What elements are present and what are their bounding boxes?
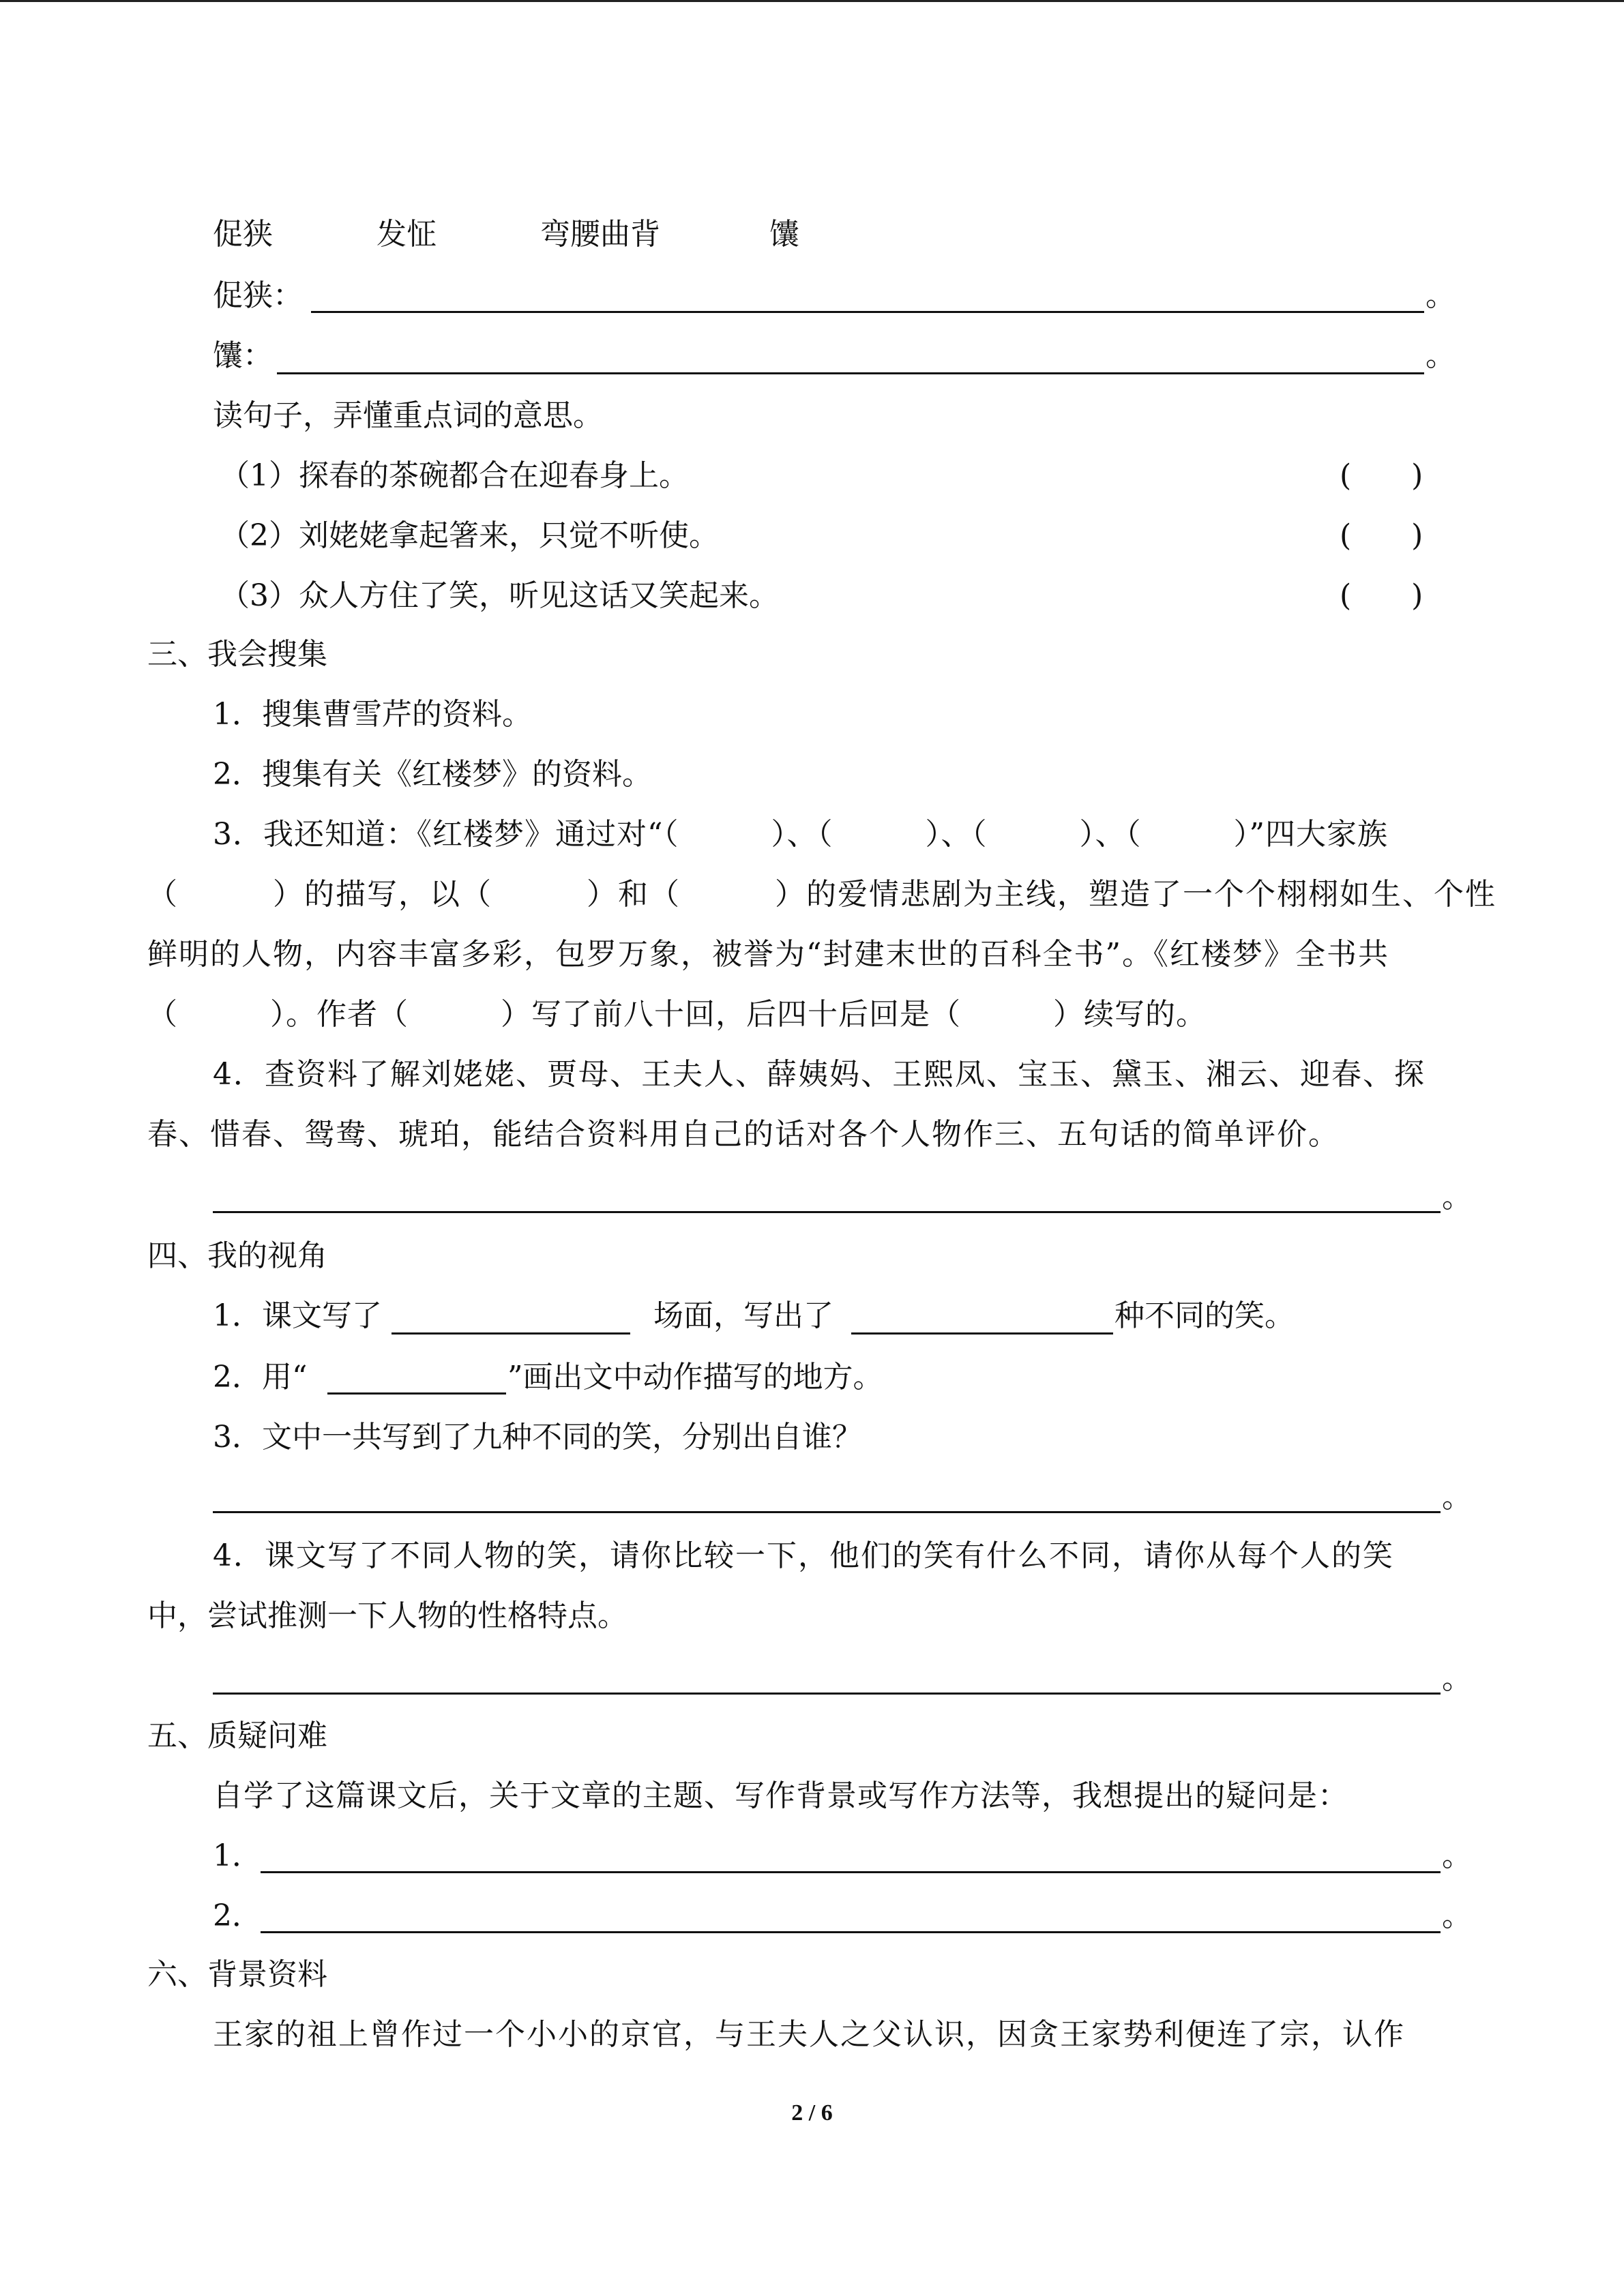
answer-line[interactable]: [277, 372, 1424, 374]
s4-item-1-a: 1．课文写了: [213, 1298, 382, 1333]
page-number: 2 / 6: [791, 2100, 833, 2126]
vocab-line1-label: 促狭：: [213, 278, 303, 313]
period: 。: [1442, 1480, 1472, 1515]
s5-number-2: 2．: [213, 1898, 262, 1933]
answer-line[interactable]: [213, 1511, 1441, 1513]
s4-item-2-a: 2．用“: [213, 1360, 308, 1395]
read-item-2: （2）刘姥姥拿起箸来，只觉不听使。: [220, 518, 719, 553]
period: 。: [1442, 1180, 1472, 1214]
s3-item-1: 1．搜集曹雪芹的资料。: [213, 697, 532, 732]
blank-line[interactable]: [392, 1332, 630, 1335]
s4-item-2-b: ”画出文中动作描写的地方。: [507, 1360, 883, 1395]
vocab-word-4: 馕: [769, 217, 799, 252]
answer-paren[interactable]: ( ): [1340, 578, 1423, 613]
section-3-heading: 三、我会搜集: [147, 637, 327, 672]
s5-number-1: 1．: [213, 1838, 262, 1873]
period: 。: [1426, 278, 1456, 313]
s5-intro: 自学了这篇课文后，关于文章的主题、写作背景或写作方法等，我想提出的疑问是：: [213, 1778, 1348, 1813]
s4-item-3: 3．文中一共写到了九种不同的笑，分别出自谁？: [213, 1420, 862, 1455]
s3-item-2: 2．搜集有关《红楼梦》的资料。: [213, 757, 652, 792]
read-heading: 读句子，弄懂重点词的意思。: [213, 398, 603, 433]
s3-item-3-line-3: 鲜明的人物，内容丰富多彩，包罗万象，被誉为“封建末世的百科全书”。《红楼梦》全书共: [147, 937, 1389, 972]
answer-line[interactable]: [311, 311, 1424, 313]
vocab-word-1: 促狭: [213, 217, 273, 252]
top-border: [0, 0, 1624, 2]
period: 。: [1442, 1898, 1472, 1933]
answer-paren[interactable]: ( ): [1340, 458, 1423, 493]
answer-paren[interactable]: ( ): [1340, 518, 1423, 553]
s4-item-1-b: 场面，写出了: [653, 1298, 833, 1333]
s3-item-4-line-2: 春、惜春、鸳鸯、琥珀，能结合资料用自己的话对各个人物作三、五句话的简单评价。: [147, 1117, 1340, 1152]
vocab-word-2: 发怔: [377, 217, 437, 252]
s3-item-4-line-1: 4．查资料了解刘姥姥、贾母、王夫人、薛姨妈、王熙凤、宝玉、黛玉、湘云、迎春、探: [213, 1057, 1426, 1092]
s6-text: 王家的祖上曾作过一个小小的京官，与王夫人之父认识，因贪王家势利便连了宗，认作: [213, 2017, 1405, 2052]
vocab-line2-label: 馕：: [213, 338, 273, 373]
read-item-3: （3）众人方住了笑，听见这话又笑起来。: [220, 578, 779, 613]
vocab-word-3: 弯腰曲背: [540, 217, 660, 252]
answer-line[interactable]: [213, 1211, 1441, 1213]
blank-line[interactable]: [327, 1392, 506, 1395]
answer-line[interactable]: [261, 1931, 1441, 1933]
period: 。: [1442, 1838, 1472, 1873]
period: 。: [1426, 338, 1456, 373]
s3-item-3-line-1: 3．我还知道：《红楼梦》通过对“（ ）、（ ）、（ ）、（ ）”四大家族: [213, 817, 1388, 852]
answer-line[interactable]: [261, 1871, 1441, 1873]
s3-item-3-line-2: （ ）的描写，以（ ）和（ ）的爱情悲剧为主线，塑造了一个个栩栩如生、个性: [147, 877, 1496, 912]
s4-item-1-c: 种不同的笑。: [1114, 1298, 1295, 1333]
s4-item-4-line-2: 中，尝试推测一下人物的性格特点。: [147, 1598, 628, 1633]
period: 。: [1442, 1661, 1472, 1696]
section-6-heading: 六、背景资料: [147, 1957, 327, 1992]
section-5-heading: 五、质疑问难: [147, 1718, 327, 1753]
section-4-heading: 四、我的视角: [147, 1238, 327, 1273]
answer-line[interactable]: [213, 1693, 1441, 1695]
read-item-1: （1）探春的茶碗都合在迎春身上。: [220, 458, 689, 493]
blank-line[interactable]: [851, 1332, 1113, 1335]
s3-item-3-line-4: （ ）。作者（ ）写了前八十回，后四十后回是（ ）续写的。: [147, 997, 1207, 1032]
s4-item-4-line-1: 4．课文写了不同人物的笑，请你比较一下，他们的笑有什么不同，请你从每个人的笑: [213, 1538, 1394, 1573]
